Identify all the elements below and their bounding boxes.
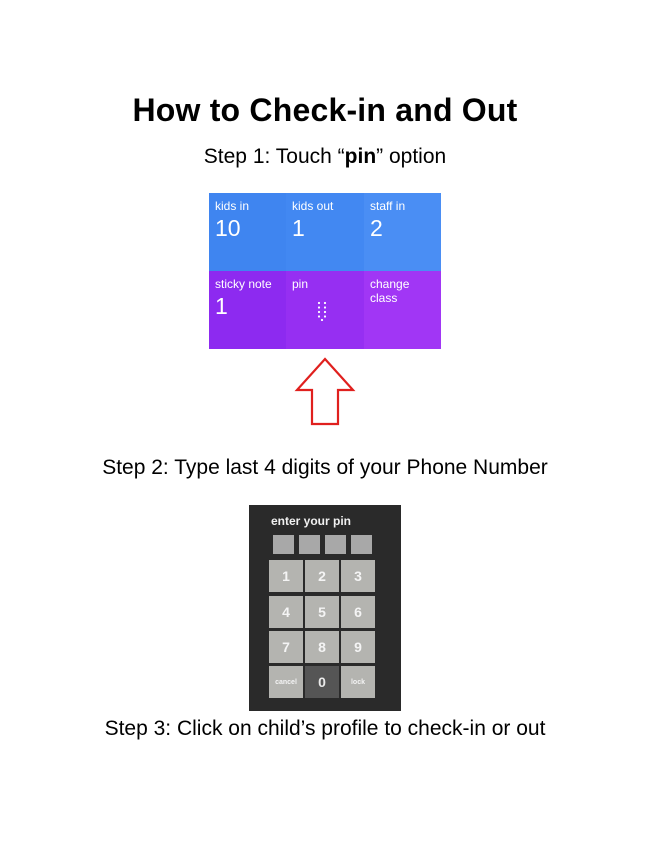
key-9[interactable]: 9: [341, 631, 375, 663]
up-arrow-icon: [294, 357, 356, 427]
tile-kids-in[interactable]: [209, 193, 286, 271]
key-0[interactable]: 0: [305, 666, 339, 698]
tile-label: staff in: [370, 199, 406, 213]
tile-value: 1: [215, 293, 228, 319]
tile-label: kids in: [215, 199, 250, 213]
page-title: How to Check-in and Out: [132, 92, 518, 128]
tile-label: pin: [292, 277, 309, 291]
key-2[interactable]: 2: [305, 560, 339, 592]
key-4[interactable]: 4: [269, 596, 303, 628]
cancel-button[interactable]: cancel: [269, 666, 303, 698]
tile-label: sticky note: [215, 277, 272, 291]
tile-label: change class: [370, 277, 410, 305]
step-1-suffix: ” option: [376, 145, 447, 168]
key-8[interactable]: 8: [305, 631, 339, 663]
step-1-prefix: Step 1: Touch “: [203, 145, 345, 168]
step-1-instruction: [0, 145, 650, 169]
tile-sticky-note[interactable]: [209, 271, 286, 349]
step-1-pin-word: pin: [344, 145, 377, 168]
pin-digit-slot: [299, 535, 320, 554]
tile-change-class[interactable]: [364, 271, 441, 349]
key-7[interactable]: 7: [269, 631, 303, 663]
keypad-dots-icon: [317, 301, 327, 321]
step-3-instruction: Step 3: Click on child’s profile to check-in or out: [104, 717, 546, 740]
pin-digit-slot: [325, 535, 346, 554]
pin-prompt: enter your pin: [271, 514, 352, 528]
tile-value: 1: [292, 215, 305, 241]
key-5[interactable]: 5: [305, 596, 339, 628]
lock-button[interactable]: lock: [341, 666, 375, 698]
tile-staff-in[interactable]: [364, 193, 441, 271]
key-1[interactable]: 1: [269, 560, 303, 592]
tile-kids-out[interactable]: [286, 193, 364, 271]
key-3[interactable]: 3: [341, 560, 375, 592]
step-2-instruction: Step 2: Type last 4 digits of your Phone Number: [102, 456, 548, 479]
pin-pad-screenshot: [249, 505, 401, 711]
key-6[interactable]: 6: [341, 596, 375, 628]
tile-label: kids out: [292, 199, 334, 213]
tile-pin[interactable]: [286, 271, 364, 349]
pin-digit-slot: [351, 535, 372, 554]
dashboard-screenshot: [209, 193, 441, 349]
tile-value: 10: [215, 215, 241, 241]
pin-digit-slot: [273, 535, 294, 554]
tile-value: 2: [370, 215, 383, 241]
